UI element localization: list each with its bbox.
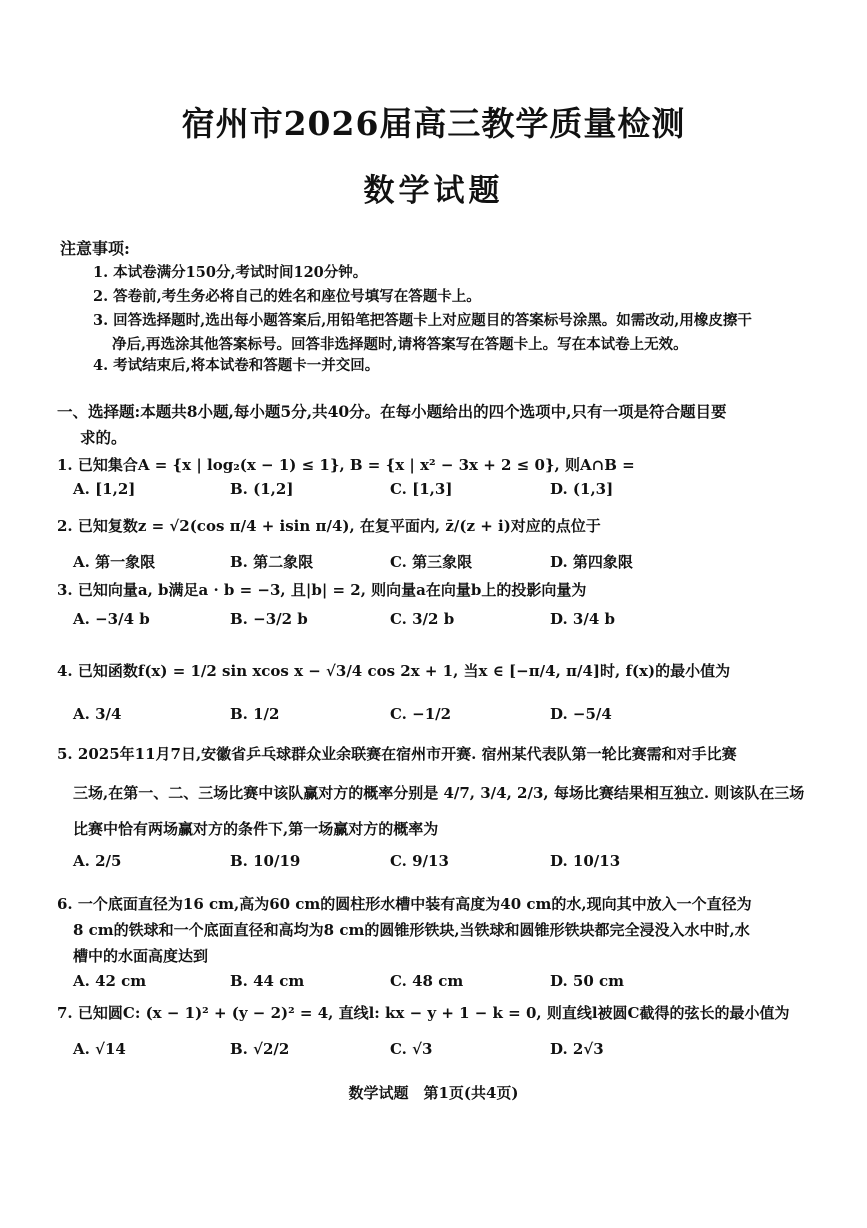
q6-option-c: C. 48 cm <box>390 972 464 990</box>
q6-option-b: B. 44 cm <box>230 972 305 990</box>
section-heading: 一、选择题:本题共8小题,每小题5分,共40分。在每小题给出的四个选项中,只有一项是符合题目要 <box>57 402 727 421</box>
q1-option-c: C. [1,3] <box>390 480 453 498</box>
question-2-stem: 2. 已知复数z = √2(cos π/4 + isin π/4), 在复平面内, z̄/(z + i)对应的点位于 <box>57 517 601 535</box>
q5-option-c: C. 9/13 <box>390 852 449 870</box>
note-item-continued: 净后,再选涂其他答案标号。回答非选择题时,请将答案写在答题卡上。写在本试卷上无效。 <box>112 336 688 353</box>
q1-option-b: B. (1,2] <box>230 480 294 498</box>
q5-option-b: B. 10/19 <box>230 852 301 870</box>
q6-option-a: A. 42 cm <box>73 972 147 990</box>
notes-heading: 注意事项: <box>60 239 130 258</box>
question-5-line: 比赛中恰有两场赢对方的条件下,第一场赢对方的概率为 <box>73 820 439 838</box>
q4-option-a: A. 3/4 <box>73 705 122 723</box>
q3-option-c: C. 3/2 b <box>390 610 455 628</box>
q7-option-a: A. √14 <box>73 1040 126 1058</box>
question-1-stem: 1. 已知集合A = {x | log₂(x − 1) ≤ 1}, B = {x | x² − 3x + 2 ≤ 0}, 则A∩B = <box>57 456 635 474</box>
section-heading-continued: 求的。 <box>80 428 127 447</box>
q4-option-b: B. 1/2 <box>230 705 280 723</box>
question-6-line: 8 cm的铁球和一个底面直径和高均为8 cm的圆锥形铁块,当铁球和圆锥形铁块都完全浸没入水中时,水 <box>73 921 750 939</box>
note-item: 1. 本试卷满分150分,考试时间120分钟。 <box>93 264 368 281</box>
q1-option-d: D. (1,3] <box>550 480 614 498</box>
q6-option-d: D. 50 cm <box>550 972 625 990</box>
question-4-stem: 4. 已知函数f(x) = 1/2 sin xcos x − √3/4 cos 2x + 1, 当x ∈ [−π/4, π/4]时, f(x)的最小值为 <box>57 662 731 680</box>
exam-subtitle: 数学试题 <box>363 173 504 209</box>
q2-option-c: C. 第三象限 <box>390 553 473 571</box>
question-6-line: 6. 一个底面直径为16 cm,高为60 cm的圆柱形水槽中装有高度为40 cm的水,现向其中放入一个直径为 <box>57 895 752 913</box>
q7-option-c: C. √3 <box>390 1040 433 1058</box>
q7-option-d: D. 2√3 <box>550 1040 604 1058</box>
q2-option-a: A. 第一象限 <box>73 553 156 571</box>
question-5-line: 5. 2025年11月7日,安徽省乒乓球群众业余联赛在宿州市开赛. 宿州某代表队第一轮比赛需和对手比赛 <box>57 745 737 763</box>
q2-option-b: B. 第二象限 <box>230 553 314 571</box>
q2-option-d: D. 第四象限 <box>550 553 633 571</box>
question-5-line: 三场,在第一、二、三场比赛中该队赢对方的概率分别是 4/7, 3/4, 2/3, 每场比赛结果相互独立. 则该队在三场 <box>73 784 805 802</box>
note-item: 4. 考试结束后,将本试卷和答题卡一并交回。 <box>93 357 380 374</box>
q5-option-a: A. 2/5 <box>73 852 122 870</box>
page-footer: 数学试题 第1页(共4页) <box>348 1084 519 1102</box>
q5-option-d: D. 10/13 <box>550 852 621 870</box>
question-7-stem: 7. 已知圆C: (x − 1)² + (y − 2)² = 4, 直线l: kx − y + 1 − k = 0, 则直线l被圆C截得的弦长的最小值为 <box>57 1004 790 1022</box>
question-6-line: 槽中的水面高度达到 <box>73 947 209 965</box>
q3-option-d: D. 3/4 b <box>550 610 615 628</box>
q7-option-b: B. √2/2 <box>230 1040 290 1058</box>
note-item: 3. 回答选择题时,选出每小题答案后,用铅笔把答题卡上对应题目的答案标号涂黑。如需改动,用橡皮擦干 <box>93 312 752 329</box>
q3-option-a: A. −3/4 b <box>73 610 150 628</box>
q3-option-b: B. −3/2 b <box>230 610 308 628</box>
question-3-stem: 3. 已知向量a, b满足a · b = −3, 且|b| = 2, 则向量a在向量b上的投影向量为 <box>57 581 587 599</box>
q4-option-c: C. −1/2 <box>390 705 452 723</box>
note-item: 2. 答卷前,考生务必将自己的姓名和座位号填写在答题卡上。 <box>93 288 481 305</box>
q1-option-a: A. [1,2] <box>73 480 136 498</box>
q4-option-d: D. −5/4 <box>550 705 612 723</box>
exam-title: 宿州市2026届高三教学质量检测 <box>181 104 686 143</box>
